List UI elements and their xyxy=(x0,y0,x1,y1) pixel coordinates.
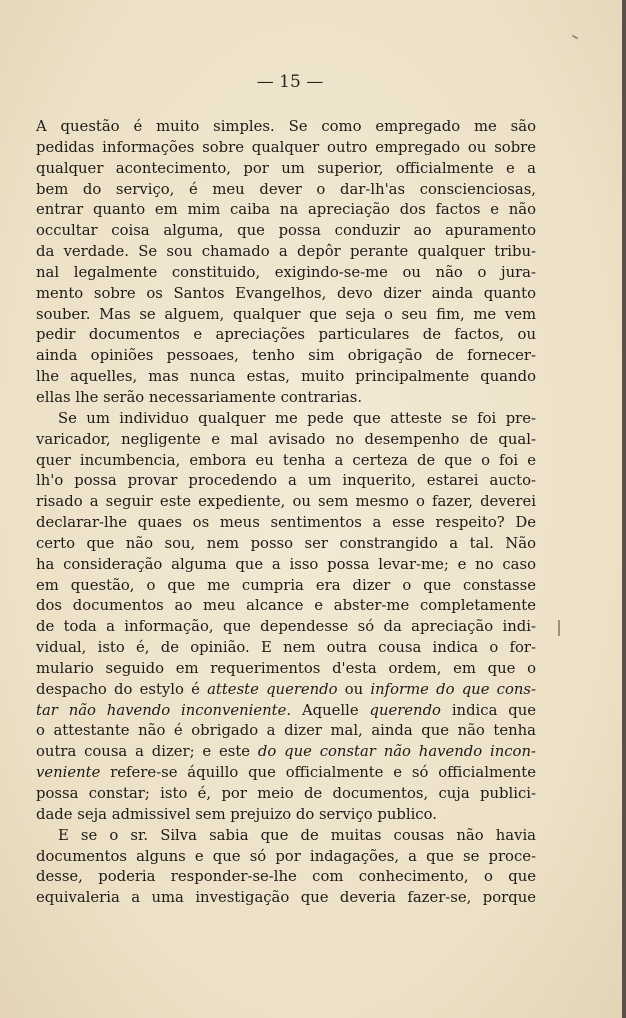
text-line: lhe aquelles, mas nunca estas, muito principalmente quando xyxy=(36,368,536,386)
paper-speck xyxy=(572,35,578,40)
text-line: E se o sr. Silva sabia que de muitas cousas não havia xyxy=(58,826,536,844)
text-line: mento sobre os Santos Evangelhos, devo dizer ainda quanto xyxy=(36,284,536,302)
text-line: Se um individuo qualquer me pede que atteste se foi pre- xyxy=(58,409,536,427)
text-line: dade seja admissivel sem prejuizo do serviço publico. xyxy=(36,805,437,823)
page-number: — 15 — xyxy=(256,72,324,92)
italic-phrase: atteste querendo xyxy=(207,680,338,698)
text-line: mulario seguido em requerimentos d'esta ordem, em que o xyxy=(36,659,536,677)
text-line: tar não havendo inconveniente. Aquelle querendo indica que xyxy=(36,701,536,719)
text-line: qualquer acontecimento, por um superior, officialmente e a xyxy=(36,159,536,177)
text-line: despacho do estylo é atteste querendo ou informe do que cons- xyxy=(36,680,536,698)
text-line: bem do serviço, é meu dever o dar-lh'as conscienciosas, xyxy=(36,180,536,198)
text-line: dos documentos ao meu alcance e abster-me completamente xyxy=(36,597,536,615)
body-text xyxy=(36,117,536,909)
text-line: entrar quanto em mim caiba na apreciação dos factos e não xyxy=(36,201,536,219)
italic-phrase: querendo xyxy=(369,701,441,719)
text-line: outra cousa a dizer; e este do que constar não havendo incon- xyxy=(36,743,536,761)
text-line: possa constar; isto é, por meio de documentos, cuja publici- xyxy=(36,785,536,802)
text-line: pedir documentos e apreciações particulares de factos, ou xyxy=(36,326,536,344)
italic-phrase: informe do que cons- xyxy=(370,680,536,698)
italic-phrase: tar não havendo inconveniente xyxy=(36,701,287,719)
text-line: A questão é muito simples. Se como empregado me são xyxy=(36,118,536,135)
italic-phrase: veniente xyxy=(36,764,101,782)
text-line: o attestante não é obrigado a dizer mal, ainda que não tenha xyxy=(36,722,536,740)
text-line: ha consideração alguma que a isso possa levar-me; e no caso xyxy=(36,555,536,573)
text-line: da verdade. Se sou chamado a depôr perante qualquer tribu- xyxy=(36,243,536,261)
text-line: declarar-lhe quaes os meus sentimentos a esse respeito? De xyxy=(36,514,536,532)
text-line: ainda opiniões pessoaes, tenho sim obrigação de fornecer- xyxy=(36,347,536,365)
text-line: documentos alguns e que só por indagações, a que se proce- xyxy=(36,847,536,865)
text-line: veniente refere-se áquillo que officialmente e só officialmente xyxy=(36,764,536,782)
text-line: risado a seguir este expediente, ou sem mesmo o fazer, deverei xyxy=(36,493,536,511)
text-line: pedidas informações sobre qualquer outro empregado ou sobre xyxy=(36,138,536,156)
text-line: occultar coisa alguma, que possa conduzir ao apuramento xyxy=(36,222,536,240)
text-line: lh'o possa provar procedendo a um inquerito, estarei aucto- xyxy=(36,472,536,490)
text-line: de toda a informação, que dependesse só da apreciação indi- xyxy=(36,618,536,636)
text-line: desse, poderia responder-se-lhe com conhecimento, o que xyxy=(36,868,536,886)
text-line: ellas lhe serão necessariamente contrarias. xyxy=(36,388,363,406)
italic-phrase: do que constar não havendo incon- xyxy=(257,743,536,761)
text-line: quer incumbencia, embora eu tenha a certeza de que o foi e xyxy=(36,451,536,469)
text-line: souber. Mas se alguem, qualquer que seja o seu fim, me vem xyxy=(36,305,536,323)
text-line: varicador, negligente e mal avisado no desempenho de qual- xyxy=(36,430,536,448)
text-line: vidual, isto é, de opinião. E nem outra cousa indica o for- xyxy=(36,639,536,657)
paper-speck xyxy=(558,620,560,636)
text-line: certo que não sou, nem posso ser constrangido a tal. Não xyxy=(36,534,536,552)
text-line: em questão, o que me cumpria era dizer o que constasse xyxy=(36,576,536,594)
text-line: nal legalmente constituido, exigindo-se-me ou não o jura- xyxy=(36,263,536,281)
text-line: equivaleria a uma investigação que deveria fazer-se, porque xyxy=(36,889,536,907)
